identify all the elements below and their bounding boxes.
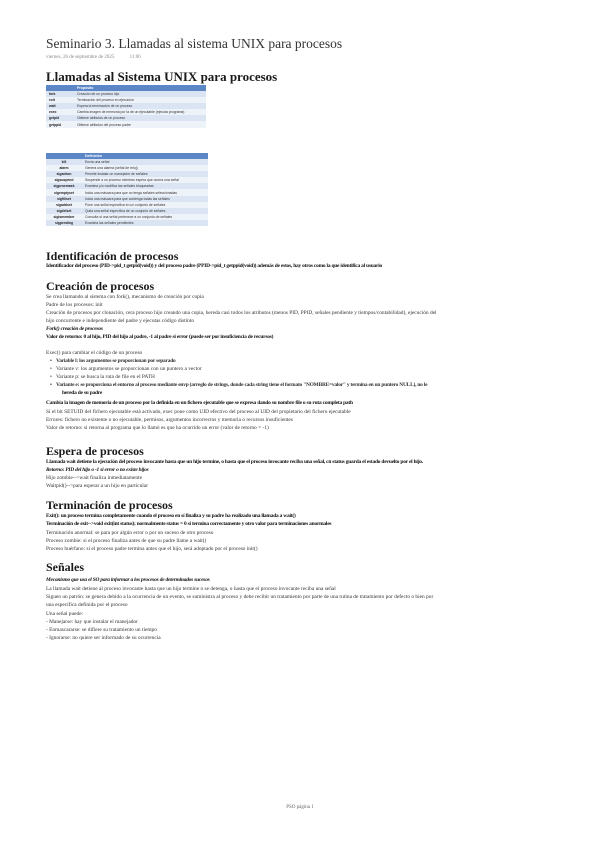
table-cell: Obtiene atributos del proceso padre	[74, 121, 206, 127]
table-cell: kill	[46, 159, 82, 165]
text-line: Errores: fichero no existente o no ejecutable, permisos, argumentos incorrectos y memoria o recursos insuficientes	[46, 417, 293, 423]
table-row	[46, 121, 206, 127]
table-cell: Inicia una máscara para que contenga todas las señales	[82, 196, 208, 202]
page-time: 11:06	[129, 55, 141, 60]
heading-llamadas: Llamadas al Sistema UNIX para procesos	[46, 69, 278, 84]
text-line: Proceso huérfano: si el proceso padre termina antes que el hijo, será adoptado por el proceso init()	[46, 546, 258, 552]
list-item: • Variante p: se busca la ruta de file en el PATH	[56, 374, 155, 380]
table-cell: sigfillset	[46, 196, 82, 202]
table-cell: Pone una señal específica en un conjunto de señales	[82, 202, 208, 208]
text-line: Si el bit SETUID del fichero ejecutable está activado, exec pone como UID efectivo del proceso al UID del propietario del fichero ejecutable	[46, 409, 351, 415]
text-line: Padre de los procesos: init	[46, 302, 103, 308]
table-cell: Terminación del proceso en ejecución	[74, 97, 206, 103]
text-line: - Enmascararse: se difiere su tratamiento un tiempo	[46, 627, 157, 633]
text-line: Proceso zombie: si el proceso finaliza antes de que su padre llame a wait()	[46, 538, 207, 544]
table-cell: sigdelset	[46, 208, 82, 214]
text-line: una específica definida por el proceso	[46, 602, 128, 608]
page-dateline	[46, 55, 155, 60]
text-line: Retorno: PID del hijo o -1 si error o no existe hijos	[46, 467, 149, 473]
text-line: hijo concurrente e independiente del padre y ejecutas código distinto	[46, 318, 195, 324]
list-item: • Variante e: se proporciona el entorno al proceso mediante envp (arreglo de strings, donde cada string tiene el formato "NOMBRE=valor" y termina en un puntero NULL), no le	[56, 382, 427, 388]
table-cell: Examina las señales pendientes	[82, 220, 208, 226]
heading-identificacion: Identificación de procesos	[46, 249, 179, 263]
text-line: Se crea llamando al sistema con fork(), mecanismo de creación por copia	[46, 294, 204, 300]
table-cell: sigismember	[46, 214, 82, 220]
table-cell: sigsuspend	[46, 177, 82, 183]
table-cell: Permite instalar un manejador de señales	[82, 171, 208, 177]
table-cell: Examina y/o modifica las señales bloqueadas	[82, 183, 208, 189]
text-line: - Ignorarse: no quiere ser informado de su ocurrencia	[46, 635, 161, 641]
heading-terminacion: Terminación de procesos	[46, 498, 173, 512]
text-line: Terminación de exit-->void exit(int status); normalmente status = 0 si termina correctamente y otro valor para terminaciones anormales	[46, 521, 332, 527]
text-line: Llamada wait detiene la ejecución del proceso invocante hasta que un hijo termine, o hasta que el proceso invocante reciba una señal, cn status guarda el estado devuelto por el hijo.	[46, 459, 423, 465]
table-cell: Envía una señal	[82, 159, 208, 165]
text-line: Hijo zombie-->wait finaliza inmediatamente	[46, 475, 142, 481]
text-line: Exit(): un proceso termina completamente cuando el proceso en sí finaliza y su padre ha realizado una llamada a wait()	[46, 513, 296, 519]
table-cell: Quita una señal específica de un conjunto de señales	[82, 208, 208, 214]
table-cell: Inicia una máscara para que no tenga señales seleccionadas	[82, 189, 208, 195]
text-line: Cambia la imagen de memoria de un proceso por la definida en un fichero ejecutable que se expresa dando su nombre file o su ruta completa path	[46, 400, 353, 406]
table-cell: Obtiene atributos de un proceso	[74, 115, 206, 121]
table-cell: Suspende a un proceso mientras espera que ocurra una señal	[82, 177, 208, 183]
table-cell: sigaction	[46, 171, 82, 177]
syscalls-table	[46, 85, 206, 128]
table-cell: getpid	[46, 115, 74, 121]
text-line: Siguen un patrón: se genera debido a la ocurrencia de un evento, se suministra al proceso y debe recibir un tratamiento por parte de una rutina de tratamiento por defecto o bien por	[46, 594, 434, 600]
table-header-cell: Definición	[82, 153, 208, 159]
table-cell: wait	[46, 103, 74, 109]
list-item: • Variable l: los argumentos se proporcionan por separado	[56, 358, 176, 364]
text-line: Fork() creación de procesos	[46, 326, 103, 332]
text-line: - Manejarse: hay que instalar el manejador	[46, 619, 138, 625]
table-row	[46, 220, 208, 226]
table-header-cell: Propósito	[74, 85, 206, 91]
table-cell: Creación de un proceso hijo	[74, 91, 206, 97]
table-cell: sigprocmask	[46, 183, 82, 189]
table-cell: getppid	[46, 121, 74, 127]
text-line: Waitpid()-->para esperar a un hijo en particular	[46, 483, 148, 489]
text-line: Mecanismo que usa el SO para informar a los procesos de determinados sucesos	[46, 577, 210, 583]
table-cell: Espera la terminación de un proceso	[74, 103, 206, 109]
page-date: viernes, 26 de septiembre de 2025	[46, 55, 115, 60]
table-cell: exec	[46, 109, 74, 115]
list-item: • Variante v: los argumentos se proporcionan con un puntero a vector	[56, 366, 202, 372]
text-line: Creación de procesos por clonación, cera proceso hijo creando una copia, hereda casi todos los atributos (menos PID, PPID, señales pendiente y tiempos/contabilidad), ejecución del	[46, 310, 437, 316]
table-cell: fork	[46, 91, 74, 97]
heading-creacion: Creación de procesos	[46, 279, 155, 293]
heading-espera: Espera de procesos	[46, 444, 144, 458]
table-cell: sigemptyset	[46, 189, 82, 195]
table-cell: sigaddset	[46, 202, 82, 208]
table-cell: Consulta si una señal pertenece a un conjunto de señales	[82, 214, 208, 220]
text-line: Exec() para cambiar el código de un proceso	[46, 350, 143, 356]
text-line: La llamada wait detiene al proceso invocante hasta que un hijo termine o se detenga, o hasta que el proceso invocante reciba una señal	[46, 586, 336, 592]
text-line: hereda de su padre	[62, 390, 103, 396]
signals-table	[46, 153, 208, 226]
text-line: Terminación anormal: se para por algún error o por un suceso de otro proceso	[46, 530, 214, 536]
text-line: Valor de retorno: 0 al hijo, PID del hijo al padre, -1 al padre si error (puede ser por insuficiencia de recursos)	[46, 334, 274, 340]
page-footer: PSO página 1	[286, 805, 314, 810]
table-cell: alarm	[46, 165, 82, 171]
text-line: Una señal puede:	[46, 611, 84, 617]
table-cell: sigpending	[46, 220, 82, 226]
heading-senales: Señales	[46, 560, 85, 574]
text-line: Identificador del proceso (PID->pid_t getpid(void)) y del proceso padre (PPID->pid_t getppid(void)) además de estos, hay otros como la que identifica al usuario	[46, 263, 383, 269]
table-cell: Cambia imagen de memoria por la de un ejecutable (ejecuta programa)	[74, 109, 206, 115]
table-cell: Genera una alarma (señal de reloj)	[82, 165, 208, 171]
table-cell: exit	[46, 97, 74, 103]
page-title: Seminario 3. Llamadas al sistema UNIX para procesos	[46, 36, 343, 51]
text-line: Valor de retorno: si retorna al programa que lo llamó es que ha ocurrido un error (valor de retorno = -1)	[46, 425, 269, 431]
